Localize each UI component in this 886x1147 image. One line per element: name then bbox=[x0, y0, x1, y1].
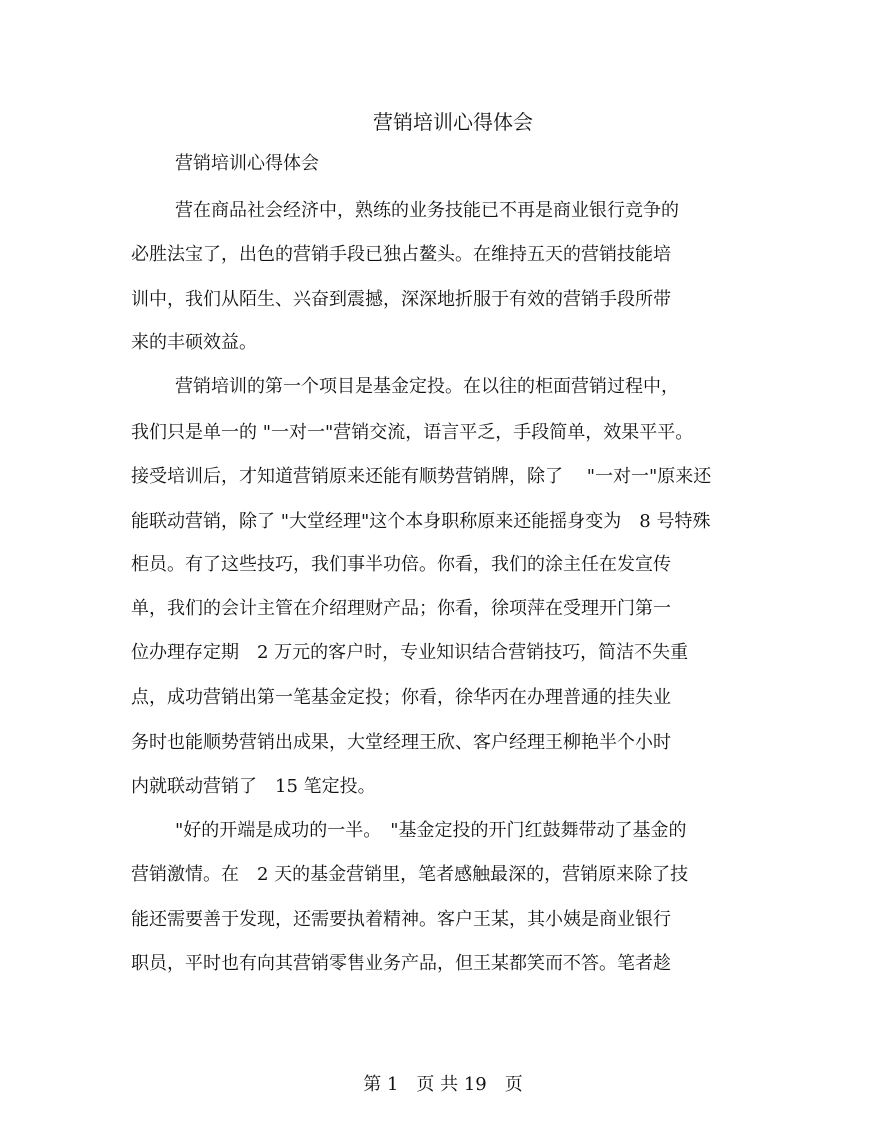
paragraph-line: 营销激情。在 2 天的基金营销里，笔者感触最深的，营销原来除了技 bbox=[131, 864, 689, 885]
paragraph-line: 接受培训后，才知道营销原来还能有顺势营销牌，除了 "一对一"原来还 bbox=[131, 466, 712, 487]
paragraph-line: 位办理存定期 2 万元的客户时，专业知识结合营销技巧，简洁不失重 bbox=[131, 642, 689, 663]
paragraph-line: 必胜法宝了，出色的营销手段已独占鳌头。在维持五天的营销技能培 bbox=[131, 244, 671, 265]
paragraph-line: 营销培训的第一个项目是基金定投。在以往的柜面营销过程中， bbox=[175, 376, 679, 397]
paragraph-line: 内就联动营销了 15 笔定投。 bbox=[131, 776, 376, 797]
paragraph-line: 来的丰硕效益。 bbox=[131, 332, 257, 353]
paragraph-line: 柜员。有了这些技巧，我们事半功倍。你看，我们的涂主任在发宣传 bbox=[131, 554, 671, 575]
paragraph-line: 职员，平时也有向其营销零售业务产品，但王某都笑而不答。笔者趁 bbox=[131, 953, 671, 974]
page-footer: 第 1 页 共 19 页 bbox=[363, 1074, 523, 1095]
paragraph-line: "好的开端是成功的一半。 "基金定投的开门红鼓舞带动了基金的 bbox=[175, 820, 687, 841]
paragraph-line: 点，成功营销出第一笔基金定投；你看，徐华丙在办理普通的挂失业 bbox=[131, 687, 671, 708]
paragraph-line: 能联动营销，除了 "大堂经理"这个本身职称原来还能摇身变为 8 号特殊 bbox=[131, 511, 711, 532]
paragraph-line: 能还需要善于发现，还需要执着精神。客户王某，其小姨是商业银行 bbox=[131, 909, 671, 930]
paragraph-line: 单，我们的会计主管在介绍理财产品；你看，徐项萍在受理开门第一 bbox=[131, 598, 671, 619]
paragraph-line: 我们只是单一的 "一对一"营销交流，语言平乏，手段简单，效果平平。 bbox=[131, 422, 694, 443]
paragraph-line: 务时也能顺势营销出成果，大堂经理王欣、客户经理王柳艳半个小时 bbox=[131, 732, 671, 753]
subtitle: 营销培训心得体会 bbox=[175, 153, 319, 174]
paragraph-line: 训中，我们从陌生、兴奋到震撼，深深地折服于有效的营销手段所带 bbox=[131, 289, 671, 310]
paragraph-line: 营在商品社会经济中，熟练的业务技能已不再是商业银行竞争的 bbox=[175, 200, 679, 221]
page-title: 营销培训心得体会 bbox=[373, 110, 533, 134]
